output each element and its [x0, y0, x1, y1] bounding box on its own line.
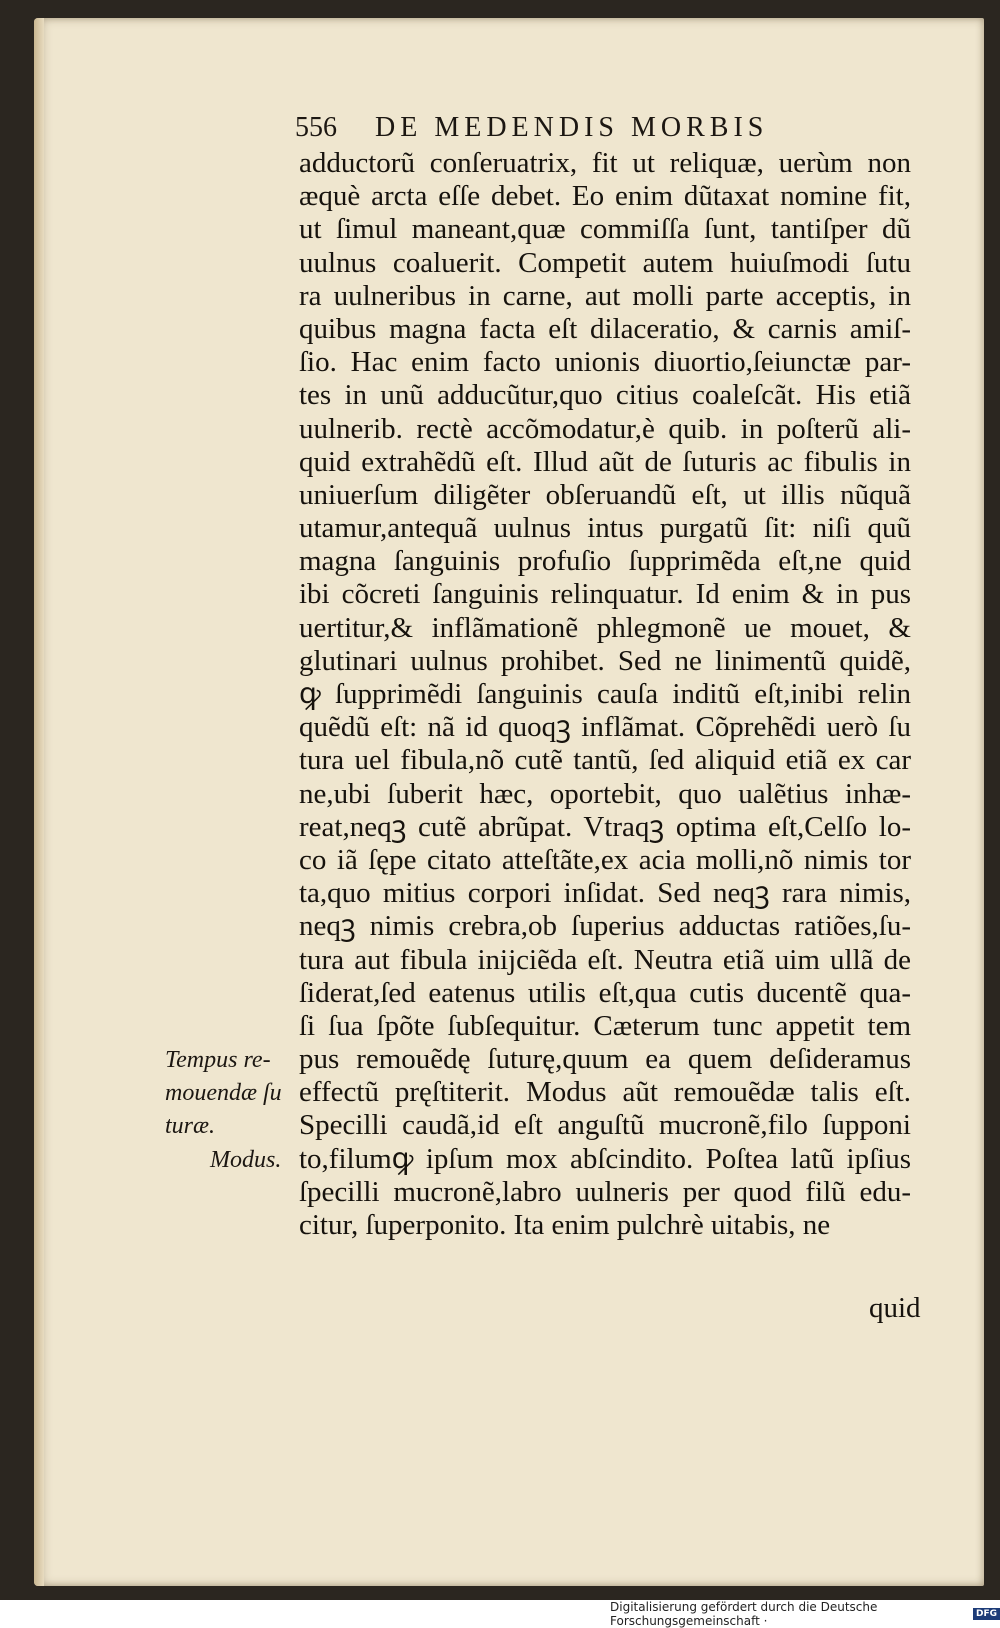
marginal-note-tempus-2: mouendæ ſu	[165, 1080, 282, 1106]
text-line: quid extrahẽdũ eſt. Illud aũt de ſuturis ac fibulis in	[299, 445, 911, 478]
text-line: tura aut fibula inijciẽda eſt. Neutra etiã uim ullã de	[299, 943, 911, 976]
text-line: ibi cõcreti ſanguinis relinquatur. Id enim & in pus	[299, 578, 911, 611]
marginal-note-tempus-3: turæ.	[165, 1113, 216, 1139]
body-text	[299, 147, 911, 1242]
running-head	[295, 112, 840, 144]
digitization-credit	[610, 1600, 1000, 1628]
text-line: tes in unũ adducũtur,quo citius coaleſcãt. His etiã	[299, 379, 911, 412]
text-line: tura uel fibula,nõ cutẽ tantũ, ſed aliquid etiã ex car	[299, 744, 911, 777]
text-line: ſi ſua ſpõte ſubſequitur. Cæterum tunc appetit tem	[299, 1009, 911, 1042]
text-line: uertitur,& inflãmationẽ phlegmonẽ ue mouet, &	[299, 611, 911, 644]
text-line: uulnus coaluerit. Competit autem huiuſmodi ſutu	[299, 246, 911, 279]
text-line: glutinari uulnus prohibet. Sed ne linimentũ quidẽ,	[299, 644, 911, 677]
text-line: uulnerib. rectè accõmodatur,è quib. in poſterũ ali-	[299, 412, 911, 445]
text-line: neqꝫ nimis crebra,ob ſuperius adductas ratiões,ſu-	[299, 910, 911, 943]
credit-text: Digitalisierung gefördert durch die Deutsche Forschungsgemeinschaft ·	[610, 1600, 878, 1628]
text-line: citur, ſuperponito. Ita enim pulchrè uitabis, ne	[299, 1209, 831, 1241]
page-gutter-edge	[34, 18, 44, 1586]
page-number: 556	[295, 112, 337, 143]
marginal-note-modus: Modus.	[210, 1147, 282, 1173]
text-line: Specilli caudã,id eſt anguſtũ mucronẽ,filo ſupponi	[299, 1109, 911, 1142]
text-line: ra uulneribus in carne, aut molli parte acceptis, in	[299, 279, 911, 312]
catchword: quid	[869, 1292, 921, 1324]
text-line: ut ſimul maneant,quæ commiſſa ſunt, tantiſper dũ	[299, 213, 911, 246]
text-line: quẽdũ eſt: nã id quoqꝫ inflãmat. Cõprehẽdi uerò ſu	[299, 711, 911, 744]
text-line: to,filumꝙ ipſum mox abſcindito. Poſtea latũ ipſius	[299, 1142, 911, 1175]
text-line: æquè arcta eſſe debet. Eo enim dũtaxat nomine fit,	[299, 180, 911, 213]
text-line: utamur,antequã uulnus intus purgatũ ſit: niſi quũ	[299, 512, 911, 545]
text-line: uniuerſum diligẽter obſeruandũ eſt, ut illis nũquã	[299, 478, 911, 511]
text-line: pus remouẽdę ſuturę,quum ea quem deſideramus	[299, 1043, 911, 1076]
text-line: ꝙ ſupprimẽdi ſanguinis cauſa inditũ eſt,inibi relin	[299, 678, 911, 710]
text-line: reat,neqꝫ cutẽ abrũpat. Vtraqꝫ optima eſt,Celſo lo-	[299, 810, 911, 843]
text-line: effectũ pręſtiterit. Modus aũt remouẽdæ talis eſt.	[299, 1076, 911, 1109]
text-line: magna ſanguinis profuſio ſupprimẽda eſt,ne quid	[299, 545, 911, 578]
text-line: adductorũ conſeruatrix, fit ut reliquæ, uerùm non	[299, 147, 911, 179]
marginal-note-tempus-1: Tempus re-	[165, 1047, 271, 1073]
text-line: ſio. Hac enim facto unionis diuortio,ſeiunctæ par-	[299, 346, 911, 379]
text-line: ſpecilli mucronẽ,labro uulneris per quod filũ edu-	[299, 1175, 911, 1208]
dfg-logo: DFG	[973, 1608, 1000, 1620]
text-line: ta,quo mitius corpori inſidat. Sed neqꝫ rara nimis,	[299, 877, 911, 910]
text-line: quibus magna facta eſt dilaceratio, & carnis amiſ-	[299, 312, 911, 345]
running-title: DE MEDENDIS MORBIS	[375, 112, 769, 143]
text-line: ſiderat,ſed eatenus utilis eſt,qua cutis ducentẽ qua-	[299, 976, 911, 1009]
text-line: ne,ubi ſuberit hæc, oportebit, quo ualẽtius inhæ-	[299, 777, 911, 810]
text-line: co iã ſępe citato atteſtãte,ex acia molli,nõ nimis tor	[299, 843, 911, 876]
